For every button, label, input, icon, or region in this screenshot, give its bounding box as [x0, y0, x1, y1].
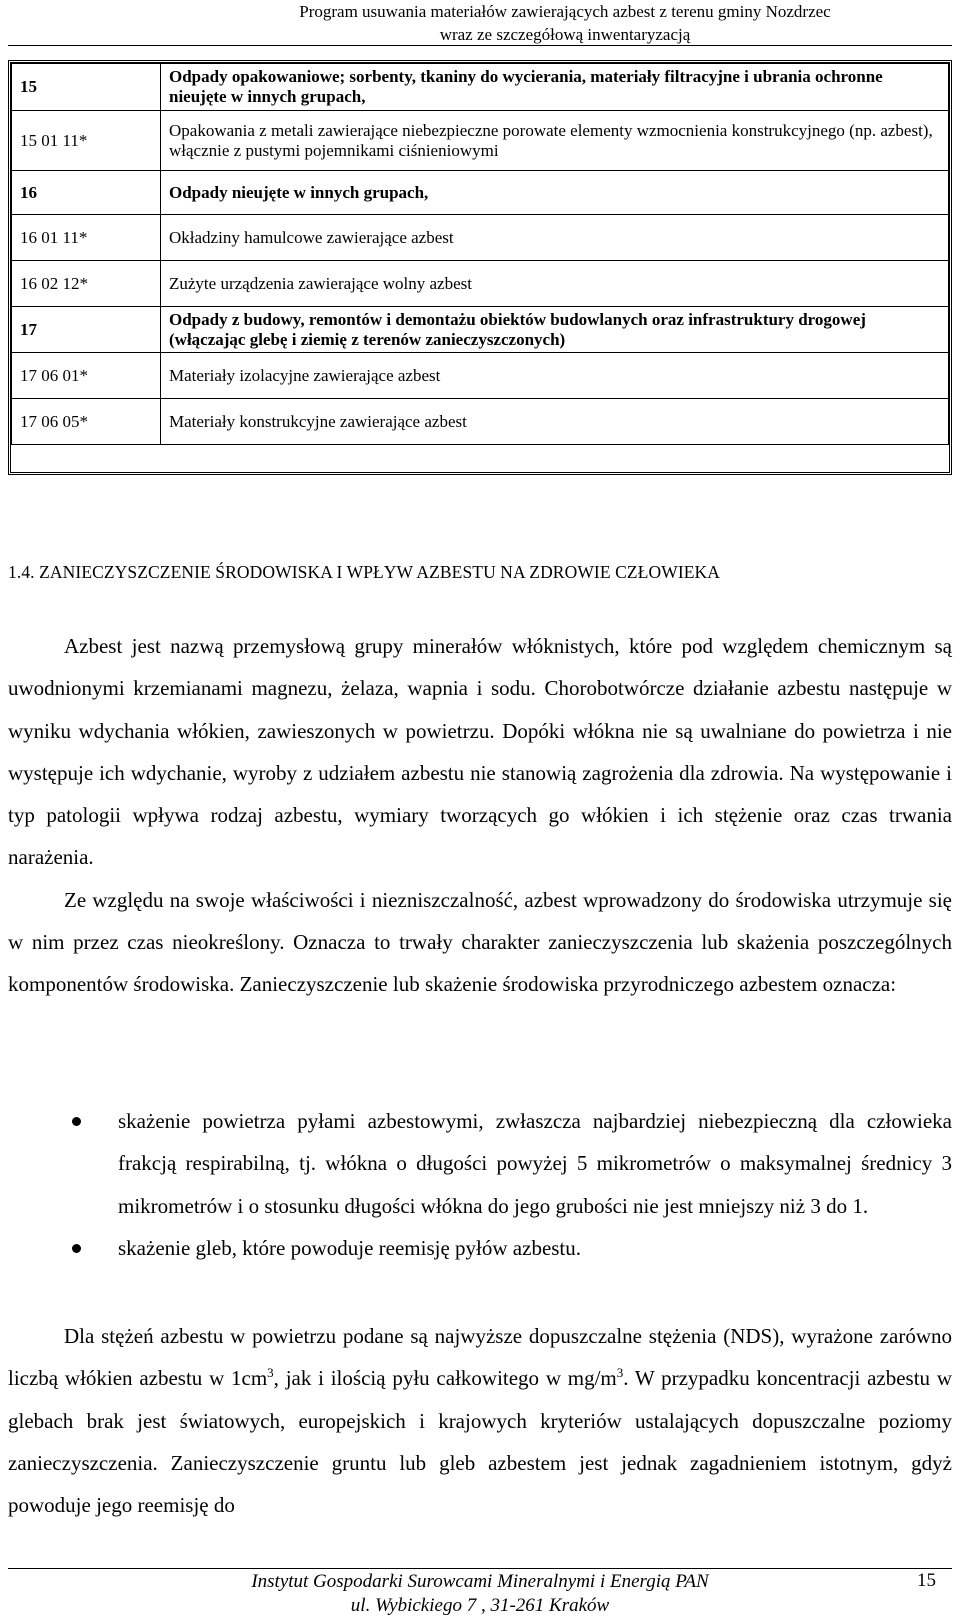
code-cell: 17 06 05*	[12, 399, 161, 445]
bullet-icon	[72, 1117, 81, 1126]
bullet-text: skażenie gleb, które powoduje reemisję pyłów azbestu.	[118, 1235, 582, 1260]
page-number: 15	[917, 1570, 936, 1591]
superscript-2: 3	[616, 1365, 624, 1381]
desc-cell: Materiały konstrukcyjne zawierające azbest	[161, 399, 949, 445]
header-line-1: Program usuwania materiałów zawierających azbest z terenu gminy Nozdrzec	[299, 2, 831, 21]
bullet-list	[8, 1100, 952, 1269]
code-cell: 16 01 11*	[12, 215, 161, 261]
table-row	[12, 307, 949, 353]
desc-cell: Odpady z budowy, remontów i demontażu obiektów budowlanych oraz infrastruktury drogowej (włączając glebę i ziemię z terenów zanieczyszczonych)	[161, 307, 949, 353]
list-item	[8, 1227, 952, 1269]
header-line-2: wraz ze szczegółową inwentaryzacją	[439, 25, 691, 44]
paragraph-1: Azbest jest nazwą przemysłową grupy minerałów włóknistych, które pod względem chemicznym są uwodnionymi krzemianami magnezu, żelaza, wapnia i sodu. Chorobotwórcze działanie azbestu następuje w wyniku wdychania włókien, zawieszonych w powietrzu. Dopóki włókna nie są uwalniane do powietrza i nie występuje ich wdychanie, wyroby z udziałem azbestu nie stanowią zagrożenia dla zdrowia. Na występowanie i typ patologii wpływa rodzaj azbestu, wymiary tworzących go włókien i ich stężenie oraz czas trwania narażenia.	[8, 634, 952, 870]
superscript-1: 3	[267, 1365, 274, 1381]
desc-cell: Okładziny hamulcowe zawierające azbest	[161, 215, 949, 261]
header-divider	[8, 45, 952, 46]
desc-cell: Opakowania z metali zawierające niebezpieczne porowate elementy wzmocnienia konstrukcyjnego (np. azbest), włącznie z pustymi pojemnikami ciśnieniowymi	[161, 111, 949, 171]
table-row	[12, 261, 949, 307]
bullet-text: skażenie powietrza pyłami azbestowymi, zwłaszcza najbardziej niebezpieczną dla człowieka frakcją respirabilną, tj. włókna o długości powyżej 5 mikrometrów o maksymalnej średnicy 3 mikrometrów i o stosunku długości włókna do jego grubości nie jest mniejszy niż 3 do 1.	[118, 1109, 952, 1218]
table-row	[12, 399, 949, 445]
page-footer	[0, 1570, 960, 1618]
waste-codes-table	[8, 60, 952, 475]
code-cell: 17	[12, 307, 161, 353]
code-cell: 16	[12, 171, 161, 215]
footer-line-2: ul. Wybickiego 7 , 31-261 Kraków	[350, 1595, 610, 1616]
code-cell: 15 01 11*	[12, 111, 161, 171]
desc-cell: Materiały izolacyjne zawierające azbest	[161, 353, 949, 399]
body-text	[8, 625, 952, 1006]
paragraph-3	[8, 1315, 952, 1526]
paragraph-3-part-1: Dla stężeń azbestu w powietrzu podane są najwyższe dopuszczalne stężenia (NDS), wyrażone zarówno liczbą włókien azbestu w 1cm	[8, 1324, 952, 1391]
paragraph-3-part-3: . W przypadku koncentracji azbestu w glebach brak jest światowych, europejskich i krajowych kryteriów ustalających dopuszczalne poziomy zanieczyszczenia. Zanieczyszczenie gruntu lub gleb azbestem jest jednak zagadnieniem istotnym, gdyż powoduje jego reemisję do	[8, 1366, 952, 1518]
section-heading: 1.4. ZANIECZYSZCZENIE ŚRODOWISKA I WPŁYW AZBESTU NA ZDROWIE CZŁOWIEKA	[8, 562, 721, 582]
page-header	[0, 0, 960, 46]
desc-cell: Odpady nieujęte w innych grupach,	[161, 171, 949, 215]
paragraph-2: Ze względu na swoje właściwości i niezniszczalność, azbest wprowadzony do środowiska utrzymuje się w nim przez czas nieokreślony. Oznacza to trwały charakter zanieczyszczenia lub skażenia poszczególnych komponentów środowiska. Zanieczyszczenie lub skażenie środowiska przyrodniczego azbestem oznacza:	[8, 887, 952, 997]
table-row	[12, 64, 949, 111]
bullet-icon	[72, 1244, 81, 1253]
paragraph-3-part-2: , jak i ilością pyłu całkowitego w mg/m	[273, 1366, 617, 1391]
desc-cell: Odpady opakowaniowe; sorbenty, tkaniny do wycierania, materiały filtracyjne i ubrania ochronne nieujęte w innych grupach,	[161, 64, 949, 111]
code-cell: 16 02 12*	[12, 261, 161, 307]
code-cell: 15	[12, 64, 161, 111]
table-row	[12, 215, 949, 261]
table-row	[12, 171, 949, 215]
table-row	[12, 111, 949, 171]
desc-cell: Zużyte urządzenia zawierające wolny azbest	[161, 261, 949, 307]
code-cell: 17 06 01*	[12, 353, 161, 399]
table-row	[12, 353, 949, 399]
list-item	[8, 1100, 952, 1227]
footer-divider	[8, 1568, 952, 1569]
footer-line-1: Instytut Gospodarki Surowcami Mineralnymi i Energią PAN	[251, 1571, 709, 1592]
